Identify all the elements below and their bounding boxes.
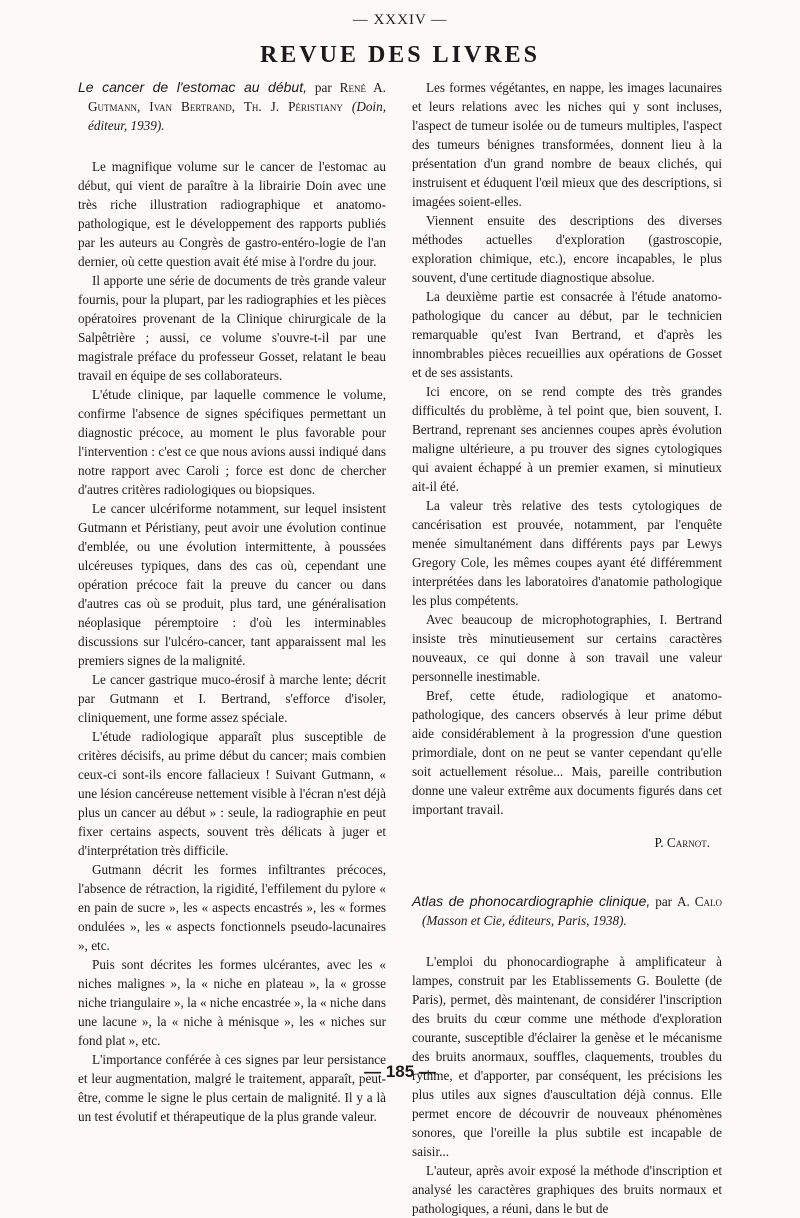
reviewer-signature: P. Carnot. (654, 835, 710, 850)
left-paragraph: Le magnifique volume sur le cancer de l'estomac au début, qui vient de paraître à la librairie Doin avec une très riche illustration radiographique et anatomo-pathologique, est le développement des rapports publiés par les auteurs au Congrès de gastro-entéro-logie de l'an dernier, où cette question avait été mise à l'ordre du jour. (78, 159, 386, 269)
review-2-title: Atlas de phonocardiographie clinique, (412, 893, 651, 909)
review-1-title: Le cancer de l'estomac au début, (78, 79, 307, 95)
right-paragraph: La deuxième partie est consacrée à l'étude anatomo-pathologique du cancer au début, par le technicien remarquable qu'est Ivan Bertrand, et d'après les innombrables pièces recueillies aux opérations de Gosset et de ses assistants. (412, 289, 722, 380)
left-paragraph: Gutmann décrit les formes infiltrantes précoces, l'absence de rétraction, la rigidité, l'effilement du pylore « en pain de sucre », les « aspects encastrés », les « formes ondulées », les « aspects fonctionnels pseudo-lacunaires », etc. (78, 862, 386, 953)
right-paragraph: Les formes végétantes, en nappe, les images lacunaires et leurs relations avec les niches qui y sont incluses, l'aspect de tumeur isolée ou de tumeurs multiples, l'aspect des tumeurs bénignes transformées, donnent lieu à la présentation d'un grand nombre de beaux clichés, qui instruisent et éduquent l'œil mieux que des descriptions, si imagées soient-elles. (412, 80, 722, 209)
section-heading: REVUE DES LIVRES (259, 42, 541, 68)
review-2-paragraph: L'emploi du phonocardiographe à amplificateur à lampes, construit par les Etablissements G. Boulette (de Paris), permet, dès maintenant, de considérer l'inscription des bruits du cœur comme une méthode d'exploration courante, susceptible d'éclairer la genèse et le mécanisme des bruits anormaux, souffles, claquements, troubles du rythme, et d'apporter, par conséquent, les précisions les plus utiles aux signes d'auscultation déjà connus. Elle permet encore de découvrir de nouveaux phénomènes sonores, que l'oreille la plus subtile est incapable de saisir... (412, 954, 722, 1159)
review-2-header (412, 892, 722, 930)
right-column (412, 78, 722, 1218)
left-paragraph: Le cancer gastrique muco-érosif à marche lente; décrit par Gutmann et I. Bertrand, s'efforce d'isoler, cliniquement, une forme assez spéciale. (78, 672, 386, 725)
review-2-by: par (650, 894, 677, 909)
review-1-by: par (306, 80, 340, 95)
left-paragraph: L'étude clinique, par laquelle commence le volume, confirme l'absence de signes spécifiques permettant un diagnostic précoce, au moment le plus favorable pour l'intervention : c'est ce que nous avions aussi indiqué dans notre rapport avec Caroli ; force est donc de chercher d'autres critères radiologiques ou biopsiques. (78, 387, 386, 497)
review-2-publisher: (Masson et Cie, éditeurs, Paris, 1938). (422, 913, 627, 928)
left-paragraph: Il apporte une série de documents de très grande valeur fournis, pour la plupart, par les radiographies et les pièces opératoires provenant de la Clinique chirurgicale de la Salpêtrière ; aussi, ce volume s'ouvre-t-il par une magistrale préface du professeur Gosset, relatant le beau travail en équipe de ses collaborateurs. (78, 273, 386, 383)
left-paragraph: L'étude radiologique apparaît plus susceptible de critères décisifs, au prime début du cancer; mais combien ceux-ci sont-ils encore fallacieux ! Suivant Gutmann, « une lésion cancéreuse nettement visible à l'écran n'est déjà plus un cancer au début » : seule, la radiographie en peut fixer certains aspects, souvent très délicats à juger et d'interprétation très difficile. (78, 729, 386, 858)
right-paragraph: Ici encore, on se rend compte des très grandes difficultés du problème, à tel point que, bien souvent, I. Bertrand, reprenant ses anciennes coupes après évolution maligne ultérieure, a pu trouver des signes cytologiques qui avaient échappé à un premier examen, si minutieux ait-il été. (412, 384, 722, 494)
right-paragraph: Bref, cette étude, radiologique et anatomo-pathologique, des cancers observés à leur prime début aide considérablement à la progression d'une question primordiale, dont on ne peut se vanter cependant qu'elle soit actuellement résolue... Mais, pareille contribution donne une valeur extrême aux documents figurés dans cet important travail. (412, 688, 722, 817)
left-paragraph: Le cancer ulcériforme notamment, sur lequel insistent Gutmann et Péristiany, peut avoir une évolution continue d'emblée, ou une évolution intermittente, à poussées ulcéreuses typiques, dans des cas où, cependant une opération précoce fait la preuve du cancer ou dans d'autres cas où se produit, plus tard, une généralisation néoplasique péremptoire : d'où les interminables discussions sur l'ulcéro-cancer, tant apparaissent mal les premiers signes de la malignité. (78, 501, 386, 668)
review-1-publisher: (Doin, éditeur, 1939). (88, 99, 386, 133)
review-2-paragraph: L'auteur, après avoir exposé la méthode d'inscription et analysé les caractères graphiques des bruits normaux et pathologiques, a réuni, dans le but de (412, 1163, 722, 1216)
right-paragraph: Viennent ensuite des descriptions des diverses méthodes actuelles d'exploration (gastroscopie, exploration chimique, etc.), encore incapables, le plus souvent, d'une certitude diagnostique absolue. (412, 213, 722, 285)
review-2-authors: A. Calo (676, 894, 723, 909)
review-1-header (78, 78, 386, 135)
left-paragraph: L'importance conférée à ces signes par leur persistance et leur augmentation, malgré le traitement, apparaît, peut-être, comme le signe le plus certain de malignité. Il y a là un test évolutif et thérapeutique de la plus grande valeur. (78, 1052, 386, 1124)
left-column (78, 78, 386, 1126)
right-paragraph: Avec beaucoup de microphotographies, I. Bertrand insiste très minutieusement sur certains caractères nouveaux, ce qui donne à son travail une valeur personnelle inestimable. (412, 612, 722, 684)
right-paragraph: La valeur très relative des tests cytologiques de cancérisation est prouvée, notamment, par l'enquête menée simultanément dans différents pays par Lewys Gregory Cole, les mêmes coupes ayant été différemment interprétées dans les laboratoires d'anatomie pathologique les plus compétents. (412, 498, 722, 608)
page-number: — 185 — (364, 1062, 436, 1081)
folio-header: — XXXIV — (352, 12, 448, 28)
left-paragraph: Puis sont décrites les formes ulcérantes, avec les « niches malignes », la « niche en plateau », la « grosse niche triangulaire », la « niche encastrée », la « niche dans une lacune », la « niche à ménisque », les « niches sur fond plat », etc. (78, 957, 386, 1048)
review-1-authors: René A. Gutmann, Ivan Bertrand, Th. J. Péristiany (88, 80, 386, 114)
